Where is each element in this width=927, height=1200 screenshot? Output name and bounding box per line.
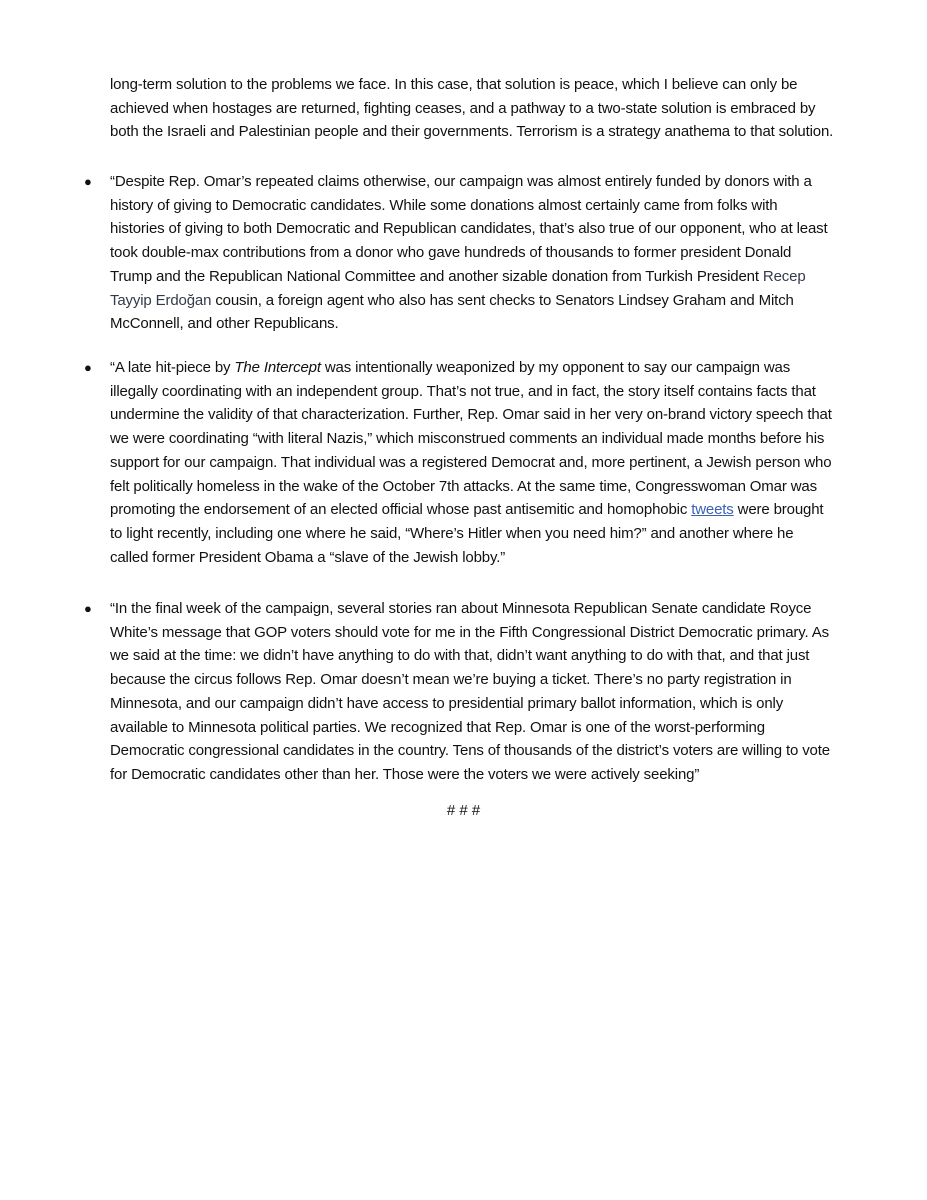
text-line	[110, 498, 832, 522]
text-segment: McConnell, and other Republicans.	[110, 315, 339, 333]
text-line	[110, 217, 828, 241]
text-line	[110, 763, 830, 787]
text-line	[110, 522, 832, 546]
text-segment: were brought	[733, 501, 824, 519]
bullet-icon: ●	[84, 174, 92, 189]
text-line	[110, 668, 830, 692]
text-line	[110, 716, 830, 740]
bullet-paragraph	[84, 356, 832, 569]
paragraph	[110, 73, 833, 144]
text-segment: Trump and the Republican National Committee and another sizable donation from Turkish President	[110, 267, 763, 285]
text-segment: achieved when hostages are returned, fighting ceases, and a pathway to a two-state solution is embraced by	[110, 99, 816, 117]
text-line	[110, 546, 832, 570]
text-line	[110, 170, 828, 194]
text-line	[110, 692, 830, 716]
text-segment: available to Minnesota political parties. We recognized that Rep. Omar is one of the worst-performing	[110, 718, 765, 736]
text-line	[110, 356, 832, 380]
bullet-paragraph	[84, 597, 830, 787]
text-segment: White’s message that GOP voters should vote for me in the Fifth Congressional District Democratic primary. As	[110, 623, 829, 641]
text-segment: “In the final week of the campaign, several stories ran about Minnesota Republican Senate candidate Royce	[110, 600, 812, 617]
text-line	[110, 73, 833, 97]
text-line	[110, 380, 832, 404]
text-line	[110, 312, 828, 336]
text-segment: support for our campaign. That individual was a registered Democrat and, more pertinent, a Jewish person who	[110, 453, 832, 471]
text-segment: history of giving to Democratic candidates. While some donations almost certainly came from folks with	[110, 196, 778, 214]
bullet-paragraph	[84, 170, 828, 336]
text-segment: cousin, a foreign agent who also has sent checks to Senators Lindsey Graham and Mitch	[211, 291, 794, 309]
text-segment: Minnesota, and our campaign didn’t have access to presidential primary ballot information, which is only	[110, 694, 784, 712]
text-segment: Tayyip Erdoğan	[110, 291, 212, 309]
text-segment: “Despite Rep. Omar’s repeated claims otherwise, our campaign was almost entirely funded by donors with a	[110, 173, 812, 190]
text-line	[110, 241, 828, 265]
text-line	[110, 403, 832, 427]
text-segment: promoting the endorsement of an elected official whose past antisemitic and homophobic	[110, 501, 692, 519]
text-segment: we were coordinating “with literal Nazis,” which misconstrued comments an individual made months before his	[110, 430, 825, 448]
text-segment: felt politically homeless in the wake of the October 7th attacks. At the same time, Congresswoman Omar was	[110, 477, 817, 495]
text-line	[110, 427, 832, 451]
text-line	[110, 644, 830, 668]
text-line	[110, 265, 828, 289]
text-segment: because the circus follows Rep. Omar doesn’t mean we’re buying a ticket. There’s no party registration in	[110, 671, 792, 689]
text-segment: histories of giving to both Democratic and Republican candidates, that’s also true of our opponent, who at least	[110, 220, 828, 238]
text-segment: we said at the time: we didn’t have anything to do with that, didn’t want anything to do with that, and that just	[110, 647, 810, 665]
text-line	[110, 621, 830, 645]
text-segment: “A late hit-piece by	[110, 359, 235, 376]
text-line	[110, 475, 832, 499]
tweets-link[interactable]: tweets	[691, 501, 734, 519]
text-segment: Democratic congressional candidates in the country. Tens of thousands of the district’s voters are willing to vote	[110, 742, 830, 760]
text-segment: to light recently, including one where he said, “Where’s Hitler when you need him?” and another where he	[110, 524, 794, 542]
text-line	[110, 597, 830, 621]
text-segment: both the Israeli and Palestinian people and their governments. Terrorism is a strategy anathema to that solution.	[110, 123, 834, 141]
end-mark: # # #	[446, 802, 481, 819]
italic-title: The Intercept	[234, 359, 321, 376]
text-line	[110, 194, 828, 218]
text-line	[110, 451, 832, 475]
text-segment: Recep	[762, 267, 806, 285]
text-line	[110, 97, 833, 121]
text-segment: was intentionally weaponized by my opponent to say our campaign was	[320, 359, 791, 376]
text-line	[110, 289, 828, 313]
text-segment: undermine the validity of that characterization. Further, Rep. Omar said in her very on-brand victory speech that	[110, 406, 832, 424]
bullet-icon: ●	[84, 360, 92, 375]
text-segment: long-term solution to the problems we face. In this case, that solution is peace, which I believe can only be	[110, 76, 798, 93]
text-line	[110, 739, 830, 763]
text-line	[110, 120, 833, 144]
text-segment: for Democratic candidates other than her. Those were the voters we were actively seeking”	[110, 765, 700, 783]
text-segment: illegally coordinating with an independent group. That’s not true, and in fact, the story itself contains facts that	[110, 382, 816, 400]
text-segment: took double-max contributions from a donor who gave hundreds of thousands to former president Donald	[110, 244, 792, 262]
bullet-icon: ●	[84, 601, 92, 616]
text-segment: called former President Obama a “slave of the Jewish lobby.”	[110, 548, 506, 566]
